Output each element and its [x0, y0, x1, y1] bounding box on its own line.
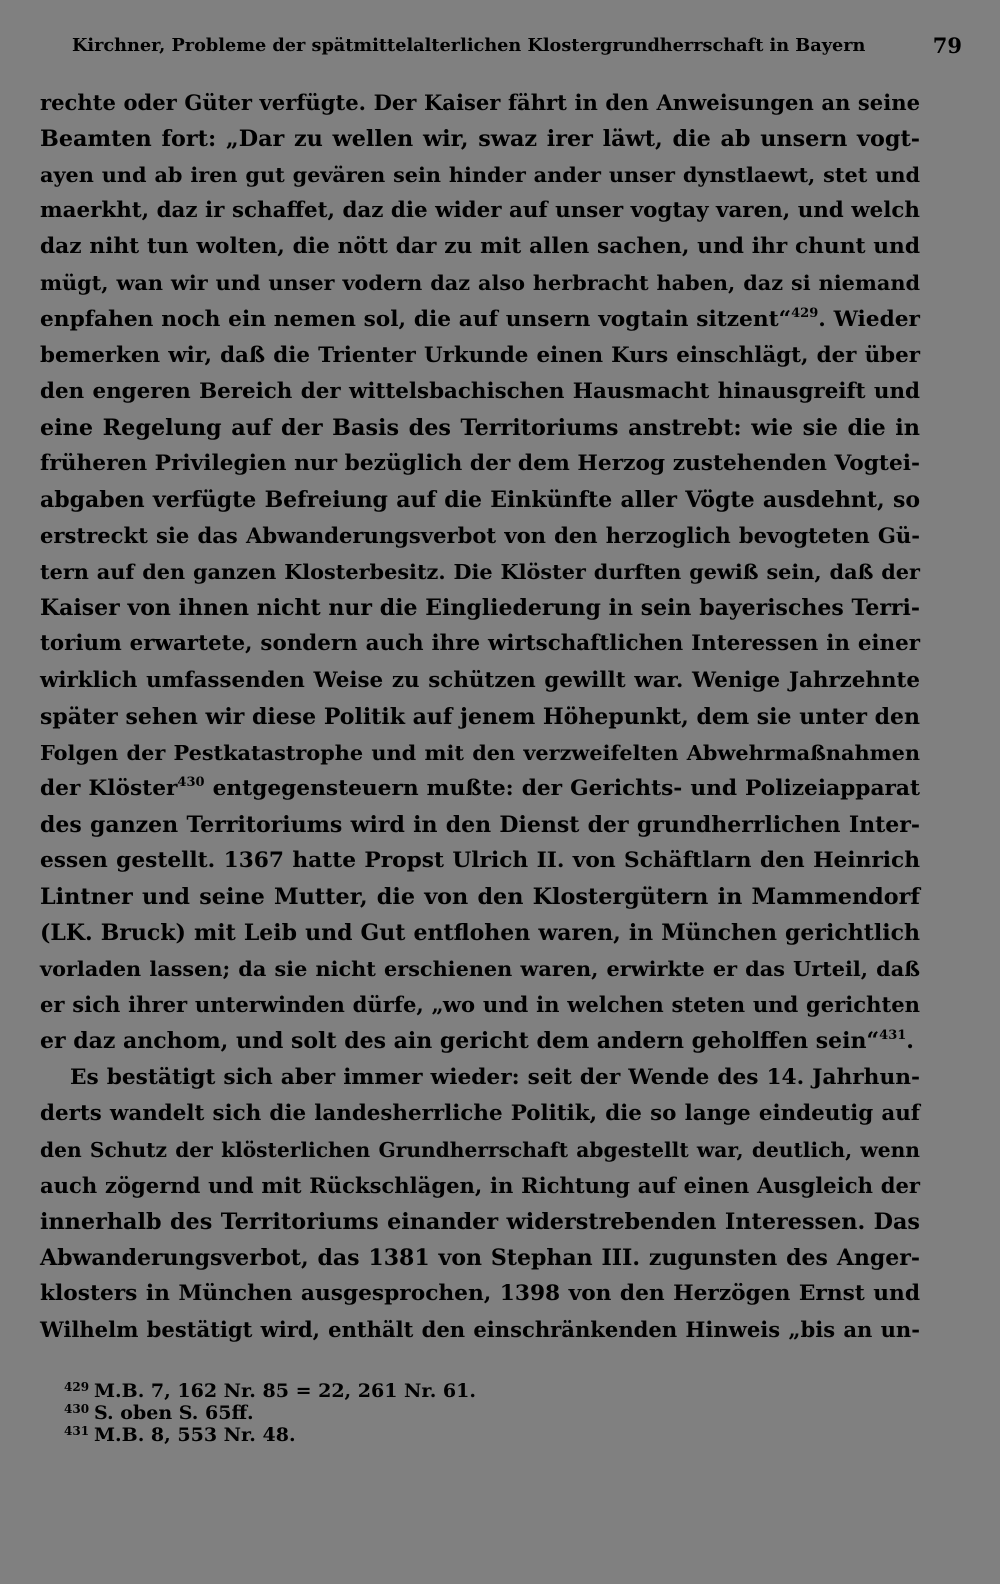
text-segment: entgegensteuern mußte: der Gerichts- und Polizeiapparat — [204, 775, 920, 801]
text-segment: torium erwartete, sondern auch ihre wirtschaftlichen Interessen in einer — [40, 631, 920, 657]
text-segment: Folgen der Pestkatastrophe und mit den verzweifelten Abwehrmaßnahmen — [40, 739, 920, 765]
text-line — [40, 410, 920, 446]
text-line — [40, 663, 920, 699]
text-segment: eine Regelung auf der Basis des Territoriums anstrebt: wie sie die in — [40, 414, 920, 441]
text-line — [40, 807, 920, 843]
text-line — [40, 1204, 920, 1240]
text-line — [40, 554, 920, 590]
text-segment: der Klöster — [40, 775, 178, 801]
text-segment: erstreckt sie das Abwanderungsverbot von den herzoglich bevogteten Gü- — [40, 523, 920, 549]
text-segment: Es bestätigt sich aber immer wieder: seit der Wende des 14. Jahrhun- — [70, 1064, 920, 1090]
text-segment: den Schutz der klösterlichen Grundherrschaft abgestellt war, deutlich, wenn — [40, 1137, 920, 1162]
footnote-text: M.B. 8, 553 Nr. 48. — [94, 1424, 296, 1446]
text-segment: des ganzen Territoriums wird in den Dienst der grundherrlichen Inter- — [40, 811, 920, 838]
footnote: 430 S. oben S. 65ff. — [64, 1402, 254, 1424]
page-number: 79 — [932, 33, 962, 58]
text-line — [40, 1312, 920, 1348]
text-segment: daz niht tun wolten, die nött dar zu mit allen sachen, und ihr chunt und — [40, 234, 920, 260]
text-segment: auch zögernd und mit Rückschlägen, in Richtung auf einen Ausgleich der — [40, 1172, 920, 1198]
text-line — [40, 302, 920, 338]
text-segment: enpfahen noch ein nemen sol, die auf unsern vogtain sitzent“ — [40, 306, 792, 332]
text-line — [40, 1240, 920, 1276]
text-line — [40, 121, 920, 157]
text-line — [40, 1276, 920, 1312]
text-line — [40, 1060, 920, 1096]
footnote: 429 M.B. 7, 162 Nr. 85 = 22, 261 Nr. 61. — [64, 1380, 476, 1402]
text-line — [40, 951, 920, 987]
text-segment: Wilhelm bestätigt wird, enthält den einschränkenden Hinweis „bis an un- — [40, 1317, 920, 1343]
text-line — [40, 626, 920, 662]
footnote: 431 M.B. 8, 553 Nr. 48. — [64, 1424, 296, 1446]
text-line — [40, 771, 920, 807]
text-line — [40, 85, 920, 121]
text-line — [40, 193, 920, 229]
text-segment: essen gestellt. 1367 hatte Propst Ulrich II. von Schäftlarn den Heinrich — [40, 847, 920, 873]
footnote-reference: 430 — [177, 774, 205, 790]
text-segment: wirklich umfassenden Weise zu schützen gewillt war. Wenige Jahrzehnte — [40, 667, 920, 693]
text-line — [40, 915, 920, 951]
text-line — [40, 265, 920, 301]
text-segment: Beamten fort: „Dar zu wellen wir, swaz irer läwt, die ab unsern vogt- — [40, 126, 920, 153]
text-line — [40, 157, 920, 193]
text-line — [40, 1168, 920, 1204]
text-line — [40, 699, 920, 735]
text-segment: tern auf den ganzen Klosterbesitz. Die Klöster durften gewiß sein, daß der — [40, 559, 920, 585]
text-line — [40, 1132, 920, 1168]
text-segment: Lintner und seine Mutter, die von den Klostergütern in Mammendorf — [40, 884, 920, 911]
text-segment: bemerken wir, daß die Trienter Urkunde einen Kurs einschlägt, der über — [40, 342, 920, 368]
text-segment: später sehen wir diese Politik auf jenem Höhepunkt, dem sie unter den — [40, 703, 920, 730]
footnote-reference: 429 — [791, 305, 819, 321]
text-segment: (LK. Bruck) mit Leib und Gut entflohen waren, in München gerichtlich — [40, 920, 920, 947]
text-line — [40, 338, 920, 374]
text-segment: er sich ihrer unterwinden dürfe, „wo und in welchen steten und gerichten — [40, 992, 920, 1018]
text-segment: innerhalb des Territoriums einander widerstrebenden Interessen. Das — [40, 1208, 920, 1235]
text-segment: abgaben verfügte Befreiung auf die Einkünfte aller Vögte ausdehnt, so — [40, 487, 920, 514]
text-line — [40, 482, 920, 518]
footnote-text: M.B. 7, 162 Nr. 85 = 22, 261 Nr. 61. — [94, 1380, 476, 1402]
text-segment: Abwanderungsverbot, das 1381 von Stephan III. zugunsten des Anger- — [40, 1245, 920, 1271]
text-segment: rechte oder Güter verfügte. Der Kaiser fährt in den Anweisungen an seine — [40, 90, 920, 115]
text-segment: ayen und ab iren gut gevären sein hinder ander unser dynstlaewt, stet und — [40, 162, 920, 188]
text-segment: . Wieder — [818, 306, 920, 332]
footnotes — [64, 1380, 664, 1446]
text-line — [40, 735, 920, 771]
text-segment: mügt, wan wir und unser vodern daz also herbracht haben, daz si niemand — [40, 270, 920, 296]
text-segment: . — [906, 1028, 914, 1055]
body-text — [40, 85, 920, 1348]
text-segment: früheren Privilegien nur bezüglich der dem Herzog zustehenden Vogtei- — [40, 450, 920, 476]
text-line — [40, 590, 920, 626]
text-line — [40, 987, 920, 1023]
text-line — [40, 229, 920, 265]
text-segment: Kaiser von ihnen nicht nur die Eingliederung in sein bayerisches Terri- — [40, 595, 920, 622]
text-line — [40, 374, 920, 410]
text-line — [40, 843, 920, 879]
text-segment: er daz anchom, und solt des ain gericht dem andern geholffen sein“ — [40, 1028, 880, 1055]
running-head — [72, 28, 962, 64]
text-segment: klosters in München ausgesprochen, 1398 von den Herzögen Ernst und — [40, 1281, 920, 1307]
footnote-text: S. oben S. 65ff. — [94, 1402, 254, 1424]
text-line — [40, 446, 920, 482]
text-line — [40, 518, 920, 554]
running-title: Kirchner, Probleme der spätmittelalterlichen Klostergrundherrschaft in Bayern — [72, 35, 866, 56]
text-segment: vorladen lassen; da sie nicht erschienen waren, erwirkte er das Urteil, daß — [40, 956, 920, 982]
text-line — [40, 879, 920, 915]
text-segment: maerkht, daz ir schaffet, daz die wider auf unser vogtay varen, und welch — [40, 198, 920, 224]
text-line — [40, 1096, 920, 1132]
text-line — [40, 1023, 920, 1059]
text-segment: den engeren Bereich der wittelsbachischen Hausmacht hinausgreift und — [40, 378, 920, 404]
footnote-reference: 431 — [879, 1028, 907, 1044]
text-segment: derts wandelt sich die landesherrliche Politik, die so lange eindeutig auf — [40, 1100, 920, 1126]
